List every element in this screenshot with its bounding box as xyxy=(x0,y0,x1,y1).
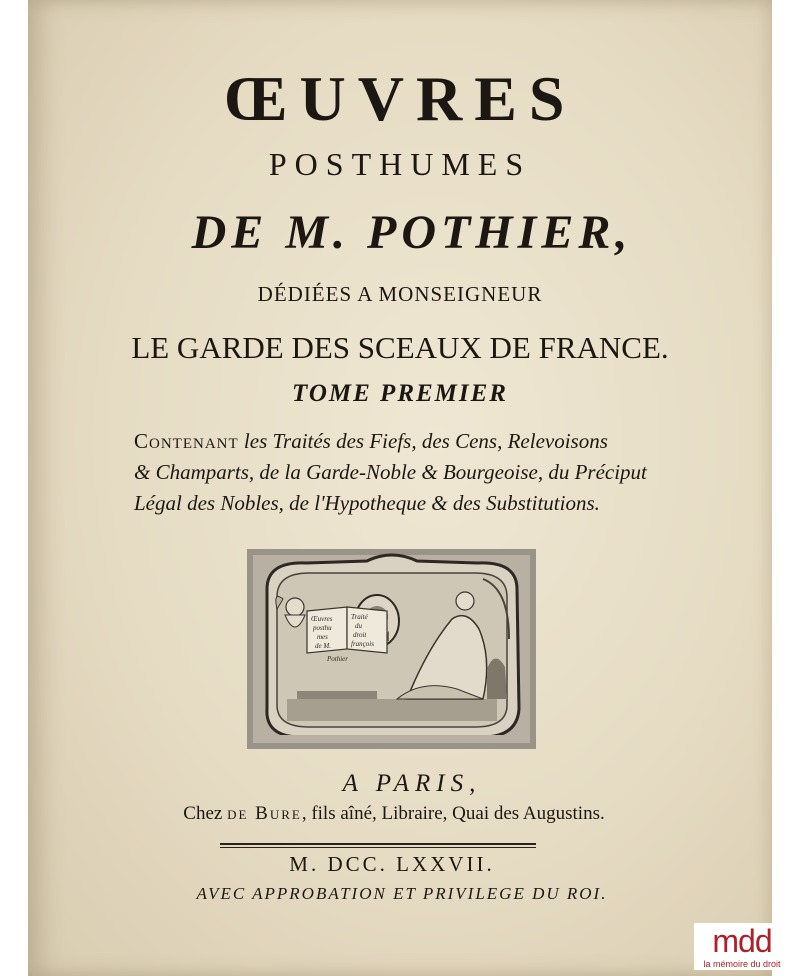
contents-paragraph xyxy=(134,426,694,519)
double-rule-bottom xyxy=(220,847,536,848)
title-posthumes: POSTHUMES xyxy=(268,146,532,182)
contents-line-1: Contenant les Traités des Fiefs, des Cens, Relevoisons xyxy=(134,429,608,453)
printer-name: de Bure xyxy=(227,803,302,824)
logo-tagline: la mémoire du droit xyxy=(703,959,781,969)
contents-lead: Contenant xyxy=(134,429,239,453)
book-right-line-2: du xyxy=(355,622,362,630)
book-left-line-4: de M. xyxy=(315,642,331,650)
contents-line-3: Légal des Nobles, de l'Hypotheque & des Substitutions. xyxy=(134,491,600,515)
double-rule-top xyxy=(220,843,536,845)
book-bottom-line: Pothier xyxy=(327,655,348,663)
contents-line-2: & Champarts, de la Garde-Noble & Bourgeoise, du Préciput xyxy=(134,460,647,484)
book-left-line-1: Œuvres xyxy=(311,615,333,623)
book-right-line-4: françois xyxy=(351,640,374,648)
mdd-watermark-logo xyxy=(694,923,790,970)
title-author: DE M. POTHIER, xyxy=(191,206,633,259)
title-oeuvres: ŒUVRES xyxy=(223,63,577,134)
imprint-line: Chez de Bure, fils aîné, Libraire, Quai des Augustins. xyxy=(183,803,605,824)
book-left-line-2: posthu xyxy=(313,624,332,632)
dedication-line: DÉDIÉES A MONSEIGNEUR xyxy=(257,282,543,306)
engraved-vignette xyxy=(247,549,536,749)
dedicatee-line: LE GARDE DES SCEAUX DE FRANCE. xyxy=(131,330,669,365)
book-left-line-3: mes xyxy=(317,633,328,641)
book-right-line-1: Traité xyxy=(351,613,368,621)
volume-label: TOME PREMIER xyxy=(292,380,508,407)
privilege-line: AVEC APPROBATION ET PRIVILEGE DU ROI. xyxy=(196,884,608,903)
logo-mark: mdd xyxy=(712,923,772,959)
imprint-date: M. DCC. LXXVII. xyxy=(289,852,495,876)
book-right-line-3: droit xyxy=(353,631,367,639)
imprint-place: A PARIS, xyxy=(342,770,482,797)
